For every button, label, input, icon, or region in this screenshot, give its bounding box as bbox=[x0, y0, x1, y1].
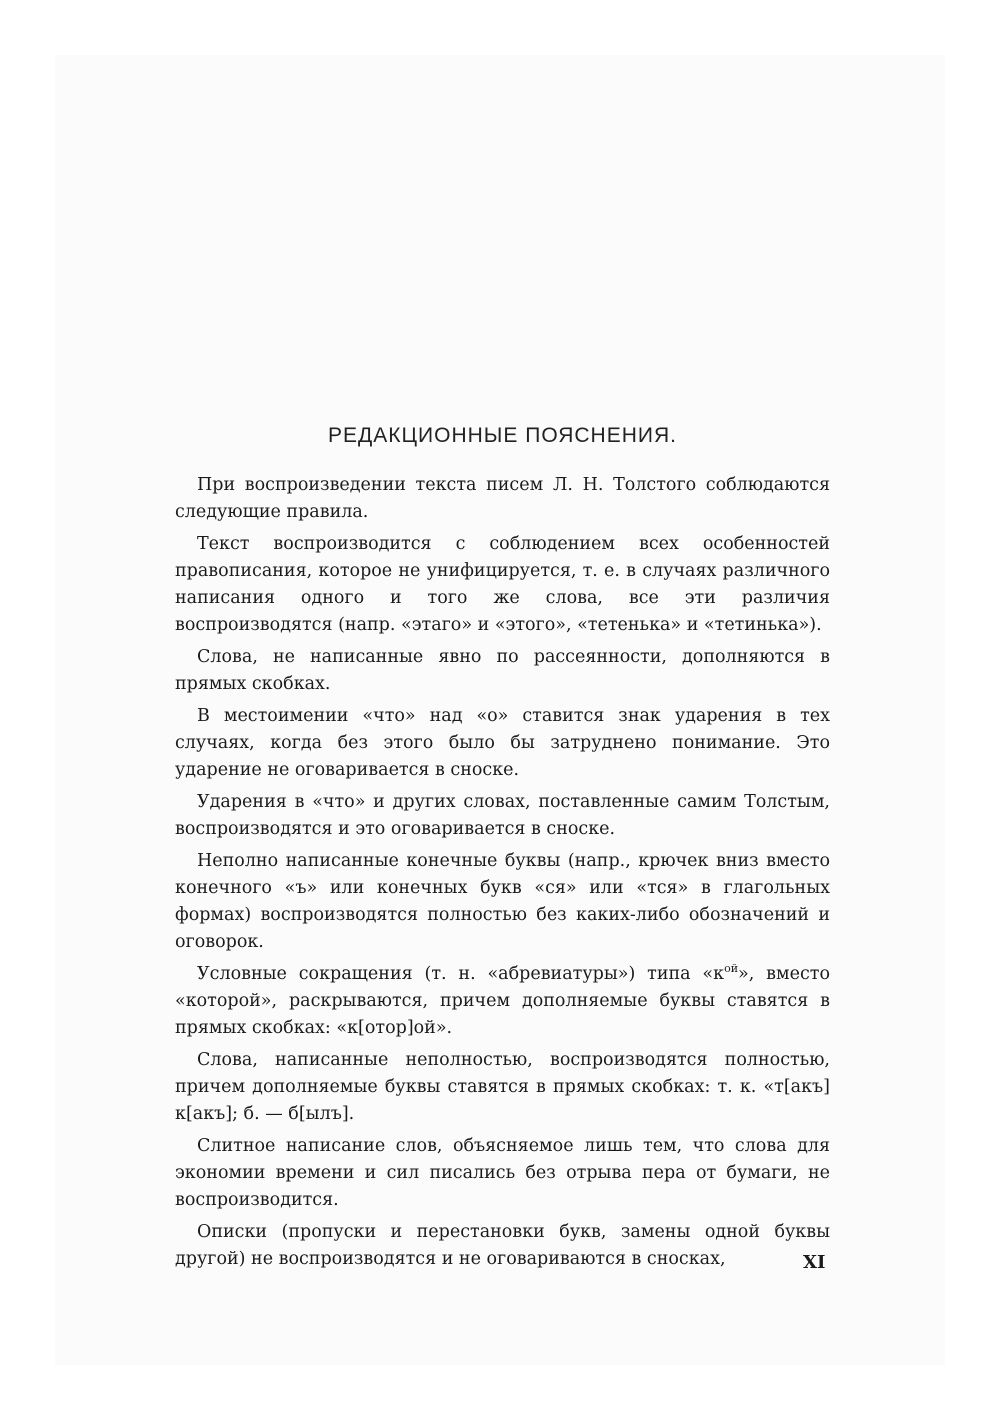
paragraph-intro: При воспроизведении текста писем Л. Н. Толстого соблюдаются следующие правила. bbox=[175, 475, 830, 522]
paragraph-author-stress: Ударения в «что» и других словах, поставленные самим Толстым, воспроизводятся и это оговаривается в сноске. bbox=[175, 792, 830, 839]
page-number: XI bbox=[803, 1252, 826, 1273]
paragraph-abbreviations bbox=[175, 961, 830, 1042]
paragraph-spelling: Текст воспроизводится с соблюдением всех особенностей правописания, которое не унифицируется, т. е. в случаях различного написания одного и того же слова, все эти различия воспроизводятся (напр. «этаго» и «этого», «тетенька» и «тетинька»). bbox=[175, 534, 830, 635]
abbrev-superscript: ой bbox=[724, 962, 739, 976]
abbrev-text-before: Условные сокращения (т. н. «абревиатуры») типа «к bbox=[197, 964, 725, 984]
paragraph-incomplete-words: Слова, написанные неполностью, воспроизводятся полностью, причем дополняемые буквы ставятся в прямых скобках: т. к. «т[акъ] к[акъ]; б. — б[ылъ]. bbox=[175, 1050, 830, 1124]
page-title: РЕДАКЦИОННЫЕ ПОЯСНЕНИЯ. bbox=[328, 424, 677, 447]
paragraph-missing-words: Слова, не написанные явно по рассеянности, дополняются в прямых скобках. bbox=[175, 647, 830, 694]
paragraph-stress-mark: В местоимении «что» над «о» ставится знак ударения в тех случаях, когда без этого было бы затруднено понимание. Это ударение не оговаривается в сноске. bbox=[175, 706, 830, 780]
paragraph-joined-writing: Слитное написание слов, объясняемое лишь тем, что слова для экономии времени и сил писались без отрыва пера от бумаги, не воспроизводится. bbox=[175, 1136, 830, 1210]
document-body bbox=[175, 424, 830, 1278]
paragraph-final-letters: Неполно написанные конечные буквы (напр., крючек вниз вместо конечного «ъ» или конечных букв «ся» или «тся» в глагольных формах) воспроизводятся полностью без каких-либо обозначений и оговорок. bbox=[175, 851, 830, 952]
paragraph-slips: Описки (пропуски и перестановки букв, замены одной буквы другой) не воспроизводятся и не оговариваются в сносках, bbox=[175, 1222, 830, 1269]
abbrev-text-after: », вместо «которой», раскрываются, причем дополняемые буквы ставятся в прямых скобках: «к[отор]ой». bbox=[175, 964, 830, 1038]
